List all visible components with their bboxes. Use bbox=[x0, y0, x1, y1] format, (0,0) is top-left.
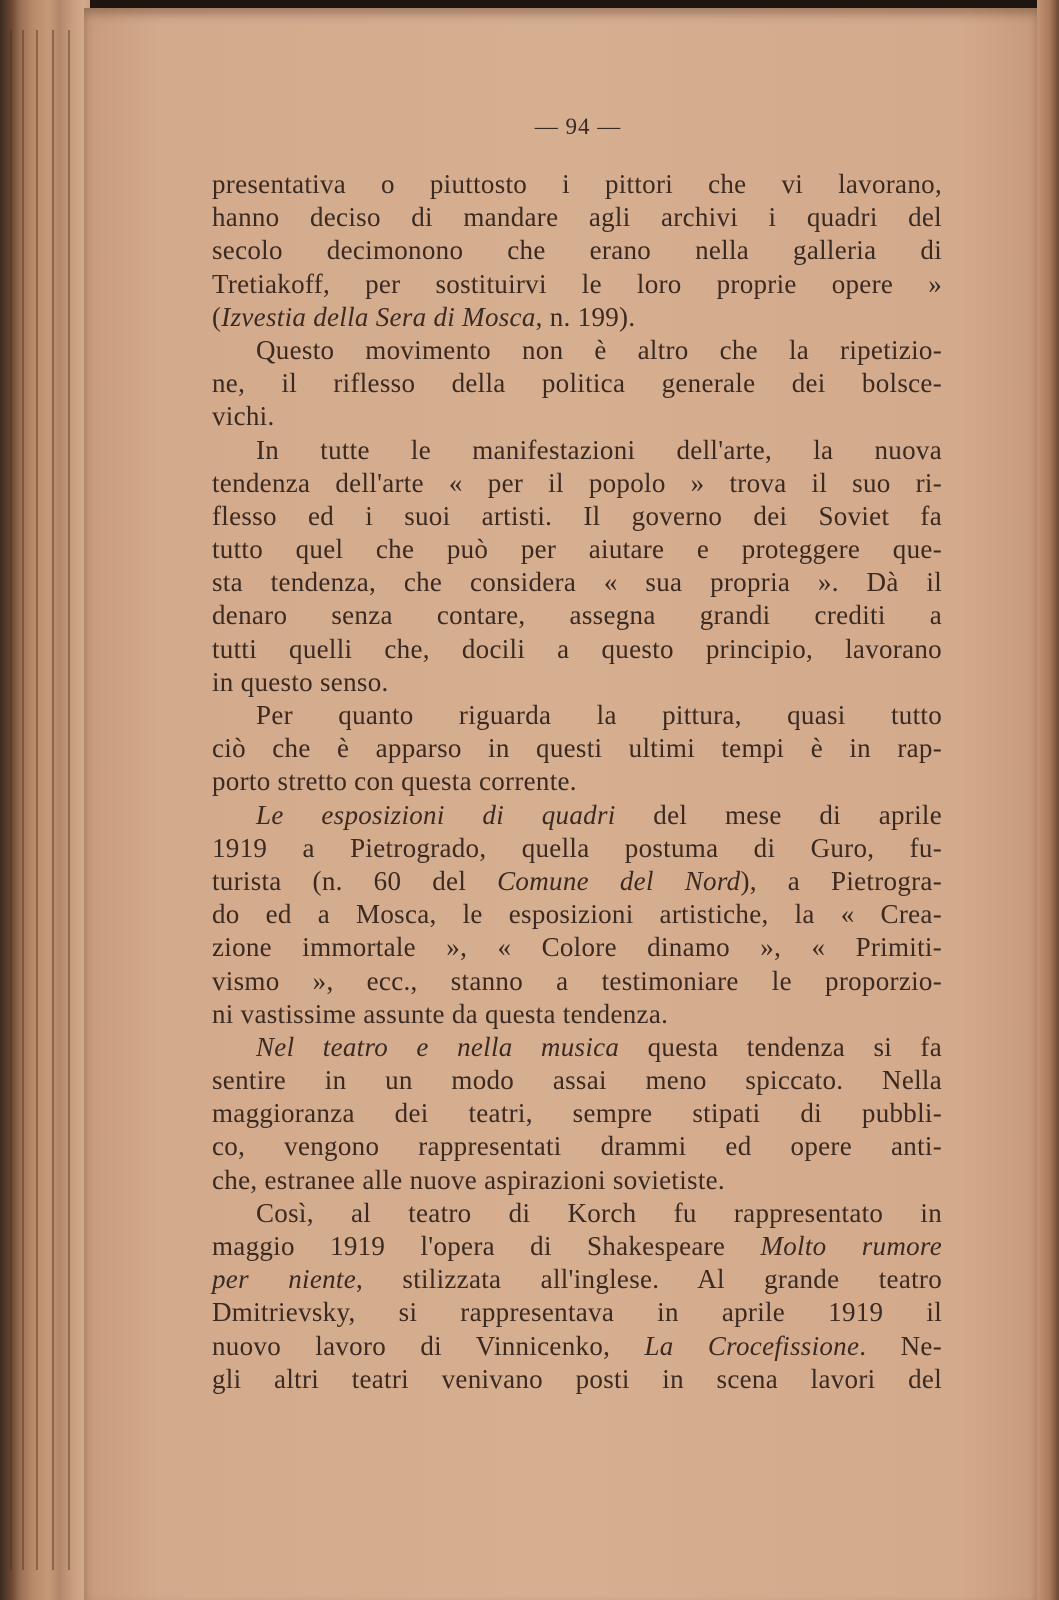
line-text: flesso ed i suoi artisti. Il governo dei Soviet fa bbox=[212, 500, 942, 531]
line-text: Per quanto riguarda la pittura, quasi tutto bbox=[256, 700, 942, 730]
italic-title: per niente bbox=[212, 1264, 356, 1295]
text-line bbox=[212, 301, 942, 334]
italic-title: Molto rumore bbox=[760, 1231, 943, 1261]
text-line bbox=[212, 1263, 942, 1296]
page-number: — 94 — bbox=[534, 114, 622, 139]
line-text: . Ne- bbox=[859, 1330, 942, 1361]
line-text: do ed a Mosca, le esposizioni artistiche, la « Crea- bbox=[212, 899, 942, 930]
line-text: In tutte le manifestazioni dell'arte, la nuova bbox=[256, 434, 942, 465]
text-line bbox=[212, 1130, 942, 1163]
line-text: tendenza dell'arte « per il popolo » trova il suo ri- bbox=[212, 467, 942, 498]
text-line bbox=[212, 1031, 942, 1064]
text-line bbox=[212, 732, 942, 765]
text-line bbox=[212, 765, 942, 798]
text-line bbox=[212, 1064, 942, 1097]
text-line bbox=[212, 1097, 942, 1130]
text-line bbox=[212, 533, 942, 566]
line-text: ne, il riflesso della politica generale dei bolsce- bbox=[212, 368, 942, 399]
text-line bbox=[212, 566, 942, 599]
body-text bbox=[212, 168, 942, 1396]
text-line bbox=[212, 599, 942, 632]
text-line bbox=[212, 1230, 942, 1263]
text-line bbox=[212, 268, 942, 301]
line-text: 1919 a Pietrogrado, quella postuma di Guro, fu- bbox=[212, 832, 942, 863]
line-text: maggioranza dei teatri, sempre stipati di pubbli- bbox=[212, 1098, 942, 1129]
page-edge-line bbox=[36, 30, 38, 1570]
text-line bbox=[212, 1296, 942, 1329]
line-text: denaro senza contare, assegna grandi crediti a bbox=[212, 600, 942, 631]
text-line bbox=[212, 633, 942, 666]
line-text: presentativa o piuttosto i pittori che vi lavorano, bbox=[212, 169, 942, 199]
text-line bbox=[212, 168, 942, 201]
line-text: Dmitrievsky, si rappresentava in aprile 1919 il bbox=[212, 1297, 942, 1328]
line-text: secolo decimonono che erano nella galleria di bbox=[212, 235, 942, 266]
line-text: del mese di aprile bbox=[615, 799, 942, 830]
text-line bbox=[212, 234, 942, 267]
text-line bbox=[212, 1164, 942, 1197]
text-line bbox=[212, 400, 942, 433]
text-line bbox=[212, 467, 942, 500]
italic-title: Nel teatro e nella musica bbox=[256, 1031, 620, 1062]
text-line bbox=[212, 367, 942, 400]
text-line bbox=[212, 832, 942, 865]
text-line bbox=[212, 898, 942, 931]
line-text: sta tendenza, che considera « sua propria ». Dà il bbox=[212, 567, 942, 598]
line-text: , stilizzata all'inglese. Al grande teatro bbox=[356, 1264, 942, 1295]
page-edge-line bbox=[10, 30, 12, 1570]
page-edge-line bbox=[52, 30, 54, 1570]
italic-title: Le esposizioni di quadri bbox=[256, 799, 616, 830]
book-binding-edge bbox=[0, 0, 90, 1600]
line-text: maggio 1919 l'opera di Shakespeare bbox=[212, 1231, 761, 1261]
text-line bbox=[212, 998, 942, 1031]
text-line bbox=[212, 699, 942, 732]
text-line bbox=[212, 1330, 942, 1363]
line-text: nuovo lavoro di Vinnicenko, bbox=[212, 1330, 645, 1361]
page-right-edge bbox=[1037, 0, 1059, 1600]
text-line bbox=[212, 666, 942, 699]
text-line bbox=[212, 799, 942, 832]
line-text: Questo movimento non è altro che la ripetizio- bbox=[256, 334, 942, 365]
line-text: ( bbox=[212, 301, 222, 332]
italic-title: Izvestia della Sera di Mosca bbox=[221, 301, 536, 332]
text-line bbox=[212, 1363, 942, 1396]
text-line bbox=[212, 931, 942, 964]
italic-title: Comune del Nord bbox=[497, 865, 741, 896]
line-text: zione immortale », « Colore dinamo », « Primiti- bbox=[212, 932, 942, 963]
line-text: Così, al teatro di Korch fu rappresentato in bbox=[256, 1197, 942, 1228]
line-text: ), a Pietrogra- bbox=[740, 865, 942, 896]
line-text: vismo », ecc., stanno a testimoniare le proporzio- bbox=[212, 965, 942, 996]
text-line bbox=[212, 434, 942, 467]
line-text: gli altri teatri venivano posti in scena lavori del bbox=[212, 1363, 942, 1394]
line-text: vichi. bbox=[212, 401, 275, 432]
line-text: sentire in un modo assai meno spiccato. Nella bbox=[212, 1065, 942, 1096]
page-edge-line bbox=[22, 30, 24, 1570]
text-line bbox=[212, 500, 942, 533]
line-text: hanno deciso di mandare agli archivi i quadri del bbox=[212, 202, 942, 233]
line-text: co, vengono rappresentati drammi ed opere anti- bbox=[212, 1131, 942, 1162]
line-text: tutti quelli che, docili a questo principio, lavorano bbox=[212, 633, 942, 664]
line-text: tutto quel che può per aiutare e proteggere que- bbox=[212, 534, 942, 565]
text-line bbox=[212, 965, 942, 998]
line-text: porto stretto con questa corrente. bbox=[212, 766, 577, 797]
line-text: questa tendenza si fa bbox=[619, 1031, 943, 1062]
line-text: in questo senso. bbox=[212, 666, 389, 697]
text-line bbox=[212, 201, 942, 234]
page-edge-line bbox=[68, 30, 70, 1570]
line-text: ni vastissime assunte da questa tendenza. bbox=[212, 998, 669, 1029]
line-text: turista (n. 60 del bbox=[212, 865, 498, 896]
italic-title: La Crocefissione bbox=[644, 1330, 860, 1361]
text-line bbox=[212, 1197, 942, 1230]
text-line bbox=[212, 334, 942, 367]
text-line bbox=[212, 865, 942, 898]
line-text: Tretiakoff, per sostituirvi le loro proprie opere » bbox=[212, 268, 942, 299]
line-text: , n. 199). bbox=[535, 301, 636, 332]
line-text: ciò che è apparso in questi ultimi tempi è in rap- bbox=[212, 733, 942, 764]
line-text: che, estranee alle nuove aspirazioni sovietiste. bbox=[212, 1164, 725, 1195]
